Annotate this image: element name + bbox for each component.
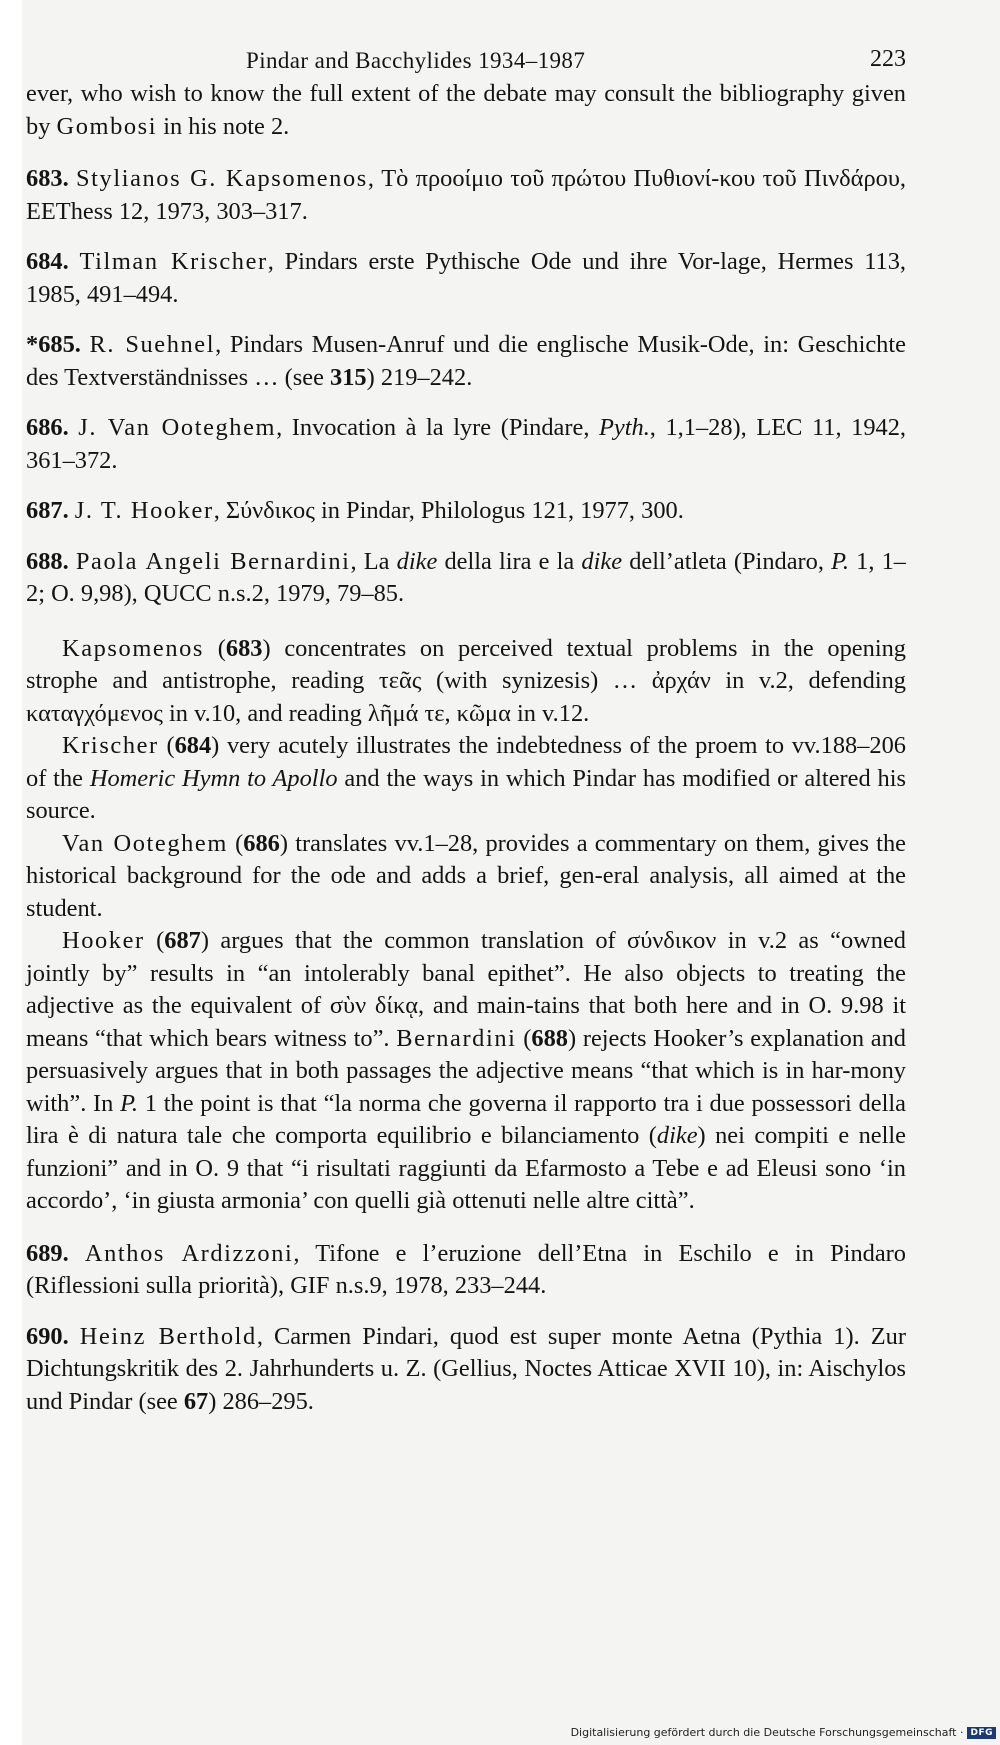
running-title: Pindar and Bacchylides 1934–1987 bbox=[246, 48, 586, 73]
discussion-paragraph-hooker: Hooker (687) argues that the common translation of σύνδικον in v.2 as “owned jointly by” results in “an intolerably banal epithet”. He also objects to treating the adjective as the equivalent of σὺν δίκᾳ, and main-tains that both here and in O. 9.98 it means “that which bears witness to”. Bernardini (688) rejects Hooker’s explanation and persuasively argues that in both passages the adjective means “that which is in har-mony with”. In P. 1 the point is that “la norma che governa il rapporto tra i due possessori della lira è di natura tale che comporta equilibrio e bilanciamento (dike) nei compiti e nelle funzioni” and in O. 9 that “i risultati raggiunti da Efarmosto a Tebe e ad Eleusi sono ‘in accordo’, ‘in giusta armonia’ con quelli già ottenuti nelle altre città”. bbox=[26, 927, 906, 1214]
intro-paragraph: ever, who wish to know the full extent of the debate may consult the bibliography given by Gombosi in his note 2. bbox=[26, 80, 906, 140]
bibliography-entry-689: 689. Anthos Ardizzoni, Tifone e l’eruzione dell’Etna in Eschilo e in Pindaro (Riflessioni sulla priorità), GIF n.s.9, 1978, 233–244. bbox=[26, 1239, 906, 1299]
bibliography-entry-688: 688. Paola Angeli Bernardini, La dike della lira e la dike dell’atleta (Pindaro, P. 1, 1–2; O. 9,98), QUCC n.s.2, 1979, 79–85. bbox=[26, 547, 906, 607]
entry-number: 683. bbox=[26, 165, 69, 192]
cross-reference: 67 bbox=[183, 1387, 209, 1415]
entry-number: 689. bbox=[26, 1239, 69, 1267]
bibliography-entry-683: 683. Stylianos G. Kapsomenos, Τὸ προοίμιο τοῦ πρώτου Πυθιονί-κου τοῦ Πινδάρου, EEThess 12, 1973, 303–317. bbox=[26, 165, 906, 225]
entry-author: J. T. Hooker bbox=[74, 497, 214, 524]
body-text bbox=[26, 78, 906, 1418]
cross-reference: 686 bbox=[243, 829, 280, 857]
cross-reference: 684 bbox=[174, 732, 212, 759]
entry-number: 690. bbox=[26, 1322, 69, 1350]
entry-author: Tilman Krischer bbox=[79, 248, 268, 275]
book-page bbox=[22, 0, 1000, 1745]
author-name: Gombosi bbox=[56, 112, 158, 140]
discussion-paragraph-van-ooteghem: Van Ooteghem (686) translates vv.1–28, provides a commentary on them, gives the historical background for the ode and adds a brief, gen-eral analysis, all aimed at the student. bbox=[26, 829, 906, 922]
entry-author: J. Van Ooteghem bbox=[78, 414, 277, 441]
discussion-paragraph-krischer: Krischer (684) very acutely illustrates the indebtedness of the proem to vv.188–206 of the Homeric Hymn to Apollo and the ways in which Pindar has modified or altered his source. bbox=[26, 732, 906, 824]
page-number: 223 bbox=[870, 46, 906, 72]
bibliography-entry-690: 690. Heinz Berthold, Carmen Pindari, quod est super monte Aetna (Pythia 1). Zur Dichtungskritik des 2. Jahrhunderts u. Z. (Gellius, Noctes Atticae XVII 10), in: Aischylos und Pindar (see 67) 286–295. bbox=[26, 1322, 906, 1415]
cross-reference: 683 bbox=[225, 634, 263, 662]
cross-reference: 687 bbox=[164, 927, 201, 954]
entry-author: Paola Angeli Bernardini bbox=[75, 547, 351, 575]
dfg-logo: DFG bbox=[967, 1727, 996, 1739]
entry-author: Stylianos G. Kapsomenos bbox=[75, 165, 368, 192]
page-content bbox=[26, 38, 906, 1436]
entry-number: 684. bbox=[26, 248, 69, 275]
entry-author: R. Suehnel bbox=[89, 331, 216, 358]
entry-number: 688. bbox=[26, 547, 69, 575]
bibliography-entry-687: 687. J. T. Hooker, Σύνδικος in Pindar, Philologus 121, 1977, 300. bbox=[26, 497, 684, 524]
digitization-credit bbox=[571, 1726, 996, 1739]
entry-author: Heinz Berthold bbox=[79, 1322, 257, 1350]
entry-number: 687. bbox=[26, 497, 69, 524]
bibliography-entry-685: *685. R. Suehnel, Pindars Musen-Anruf und die englische Musik-Ode, in: Geschichte des Textverständnisses … (see 315) 219–242. bbox=[26, 331, 906, 391]
credit-text: Digitalisierung gefördert durch die Deutsche Forschungsgemeinschaft · bbox=[570, 1726, 964, 1739]
bibliography-entry-684: 684. Tilman Krischer, Pindars erste Pythische Ode und ihre Vor-lage, Hermes 113, 1985, 491–494. bbox=[26, 248, 906, 308]
page-header bbox=[26, 38, 906, 78]
cross-reference: 688 bbox=[531, 1024, 568, 1052]
bibliography-entry-686: 686. J. Van Ooteghem, Invocation à la lyre (Pindare, Pyth., 1,1–28), LEC 11, 1942, 361–372. bbox=[26, 414, 907, 474]
entry-author: Anthos Ardizzoni bbox=[84, 1239, 294, 1267]
entry-number: *685. bbox=[26, 331, 81, 358]
discussion-paragraph-kapsomenos: Kapsomenos (683) concentrates on perceived textual problems in the opening strophe and antistrophe, reading τεᾶς (with synizesis) … ἀρχάν in v.2, defending καταγχόμενος in v.10, and reading λῆμά τε, κῶμα in v.12. bbox=[26, 634, 906, 727]
cross-reference: 315 bbox=[330, 363, 367, 391]
entry-number: 686. bbox=[26, 414, 69, 441]
